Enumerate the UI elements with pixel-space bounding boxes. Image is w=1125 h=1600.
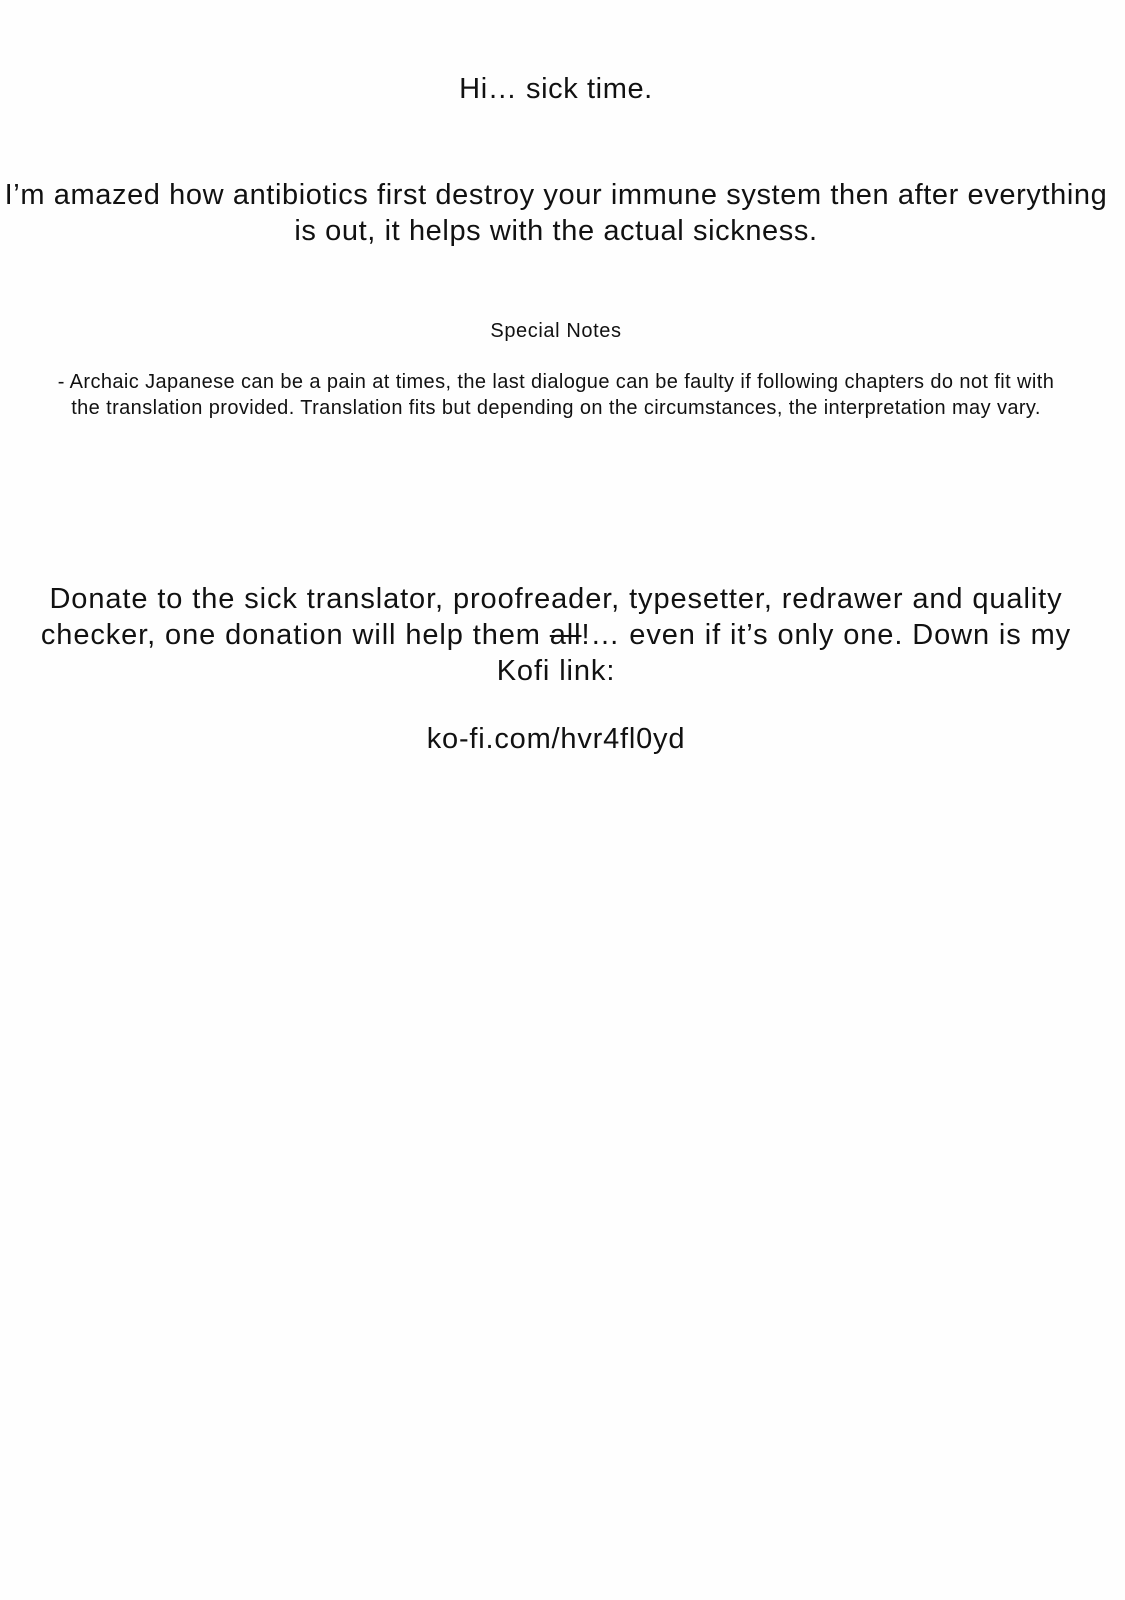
donation-appeal-text-end: !… even if it’s only one. Down is my Kofi link: — [496, 619, 1072, 687]
donation-appeal-text-start: Donate to the sick translator, proofreader, typesetter, redrawer and quality checker, one donation will help them — [40, 583, 1063, 651]
antibiotics-remark: I’m amazed how antibiotics first destroy your immune system then after everything is out, it helps with the actual sickness. — [4, 179, 1108, 247]
special-notes-heading: Special Notes — [490, 320, 622, 342]
kofi-link[interactable]: ko-fi.com/hvr4fl0yd — [426, 723, 686, 755]
greeting-line: Hi… sick time. — [459, 73, 653, 105]
donation-appeal — [40, 581, 1072, 689]
donation-struck-word: all — [549, 619, 582, 651]
special-notes-body: - Archaic Japanese can be a pain at times, the last dialogue can be faulty if following chapters do not fit with the translation provided. Translation fits but depending on the circumstances, the interpretation may vary. — [57, 371, 1055, 419]
